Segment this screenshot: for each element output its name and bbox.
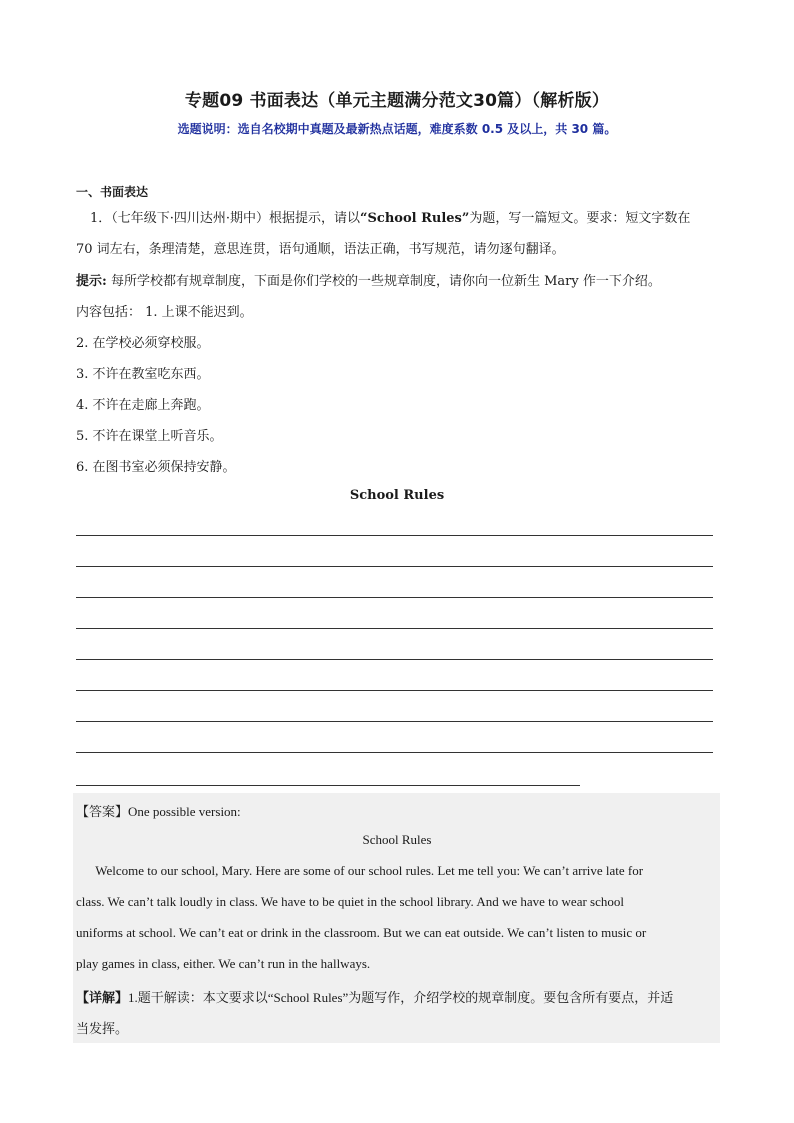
answer-intro: One possible version: (128, 804, 241, 819)
detail-line-2: 当发挥。 (76, 1021, 129, 1036)
answer-essay-line: play games in class, either. We can’t run in the hallways. (76, 956, 371, 971)
list-item: 2. 在学校必须穿校服。 (76, 336, 210, 351)
writing-line (76, 721, 713, 722)
detail-line-1 (76, 987, 673, 1006)
detail-label: 【详解】 (76, 990, 129, 1005)
answer-essay-line: class. We can’t talk loudly in class. We have to be quiet in the school library. And we have to wear school (76, 894, 624, 909)
list-item: 3. 不许在教室吃东西。 (76, 367, 210, 382)
question-suffix: 为题，写一篇短文。要求：短文字数在 (469, 211, 691, 226)
content-intro: 内容包括： 1. 上课不能迟到。 (76, 305, 253, 320)
hint-text: 每所学校都有规章制度，下面是你们学校的一些规章制度，请你向一位新生 Mary 作一下介绍。 (106, 274, 661, 289)
writing-line (76, 785, 580, 786)
answer-essay-title: School Rules (362, 832, 432, 847)
list-item: 5. 不许在课堂上听音乐。 (76, 429, 223, 444)
question-line-2: 70 词左右，条理清楚，意思连贯，语句通顺，语法正确，书写规范，请勿逐句翻译。 (76, 242, 565, 257)
answer-essay-line: Welcome to our school, Mary. Here are some of our school rules. Let me tell you: We can’t arrive late for (76, 863, 644, 878)
selection-note: 选题说明：选自名校期中真题及最新热点话题，难度系数 0.5 及以上，共 30 篇。 (177, 122, 617, 136)
hint-line (76, 270, 661, 289)
list-item: 6. 在图书室必须保持安静。 (76, 460, 236, 475)
question-topic: “School Rules” (360, 211, 470, 226)
answer-label: 【答案】 (76, 804, 129, 819)
detail-text: 1.题干解读：本文要求以“School Rules”为题写作，介绍学校的规章制度。要包含所有要点，并适 (128, 990, 674, 1005)
answer-intro-line (76, 801, 241, 820)
writing-line (76, 535, 713, 536)
writing-line (76, 659, 713, 660)
writing-line (76, 597, 713, 598)
answer-essay-line: uniforms at school. We can’t eat or drink in the classroom. But we can eat outside. We can’t listen to music or (76, 925, 647, 940)
writing-line (76, 628, 713, 629)
essay-title: School Rules (349, 488, 445, 503)
hint-label: 提示: (76, 274, 107, 289)
writing-line (76, 690, 713, 691)
writing-line (76, 752, 713, 753)
list-item: 4. 不许在走廊上奔跑。 (76, 398, 210, 413)
question-line-1 (90, 207, 690, 226)
section-heading: 一、书面表达 (76, 185, 149, 199)
question-prefix: 1．（七年级下·四川达州·期中）根据提示，请以 (90, 211, 361, 226)
writing-line (76, 566, 713, 567)
page-title: 专题09 书面表达（单元主题满分范文30篇）（解析版） (184, 91, 610, 111)
